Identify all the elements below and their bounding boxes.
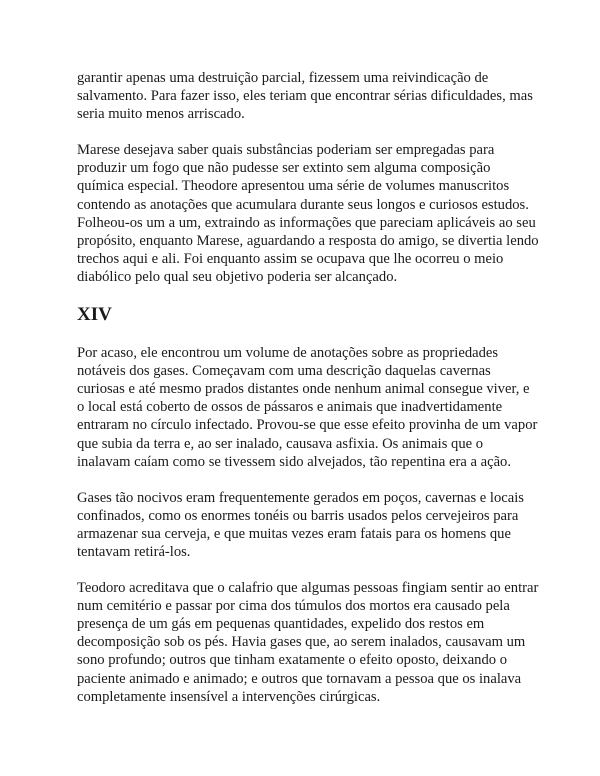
paragraph-noxious-gases: Gases tão nocivos eram frequentemente gerados em poços, cavernas e locais confinados, como os enormes tonéis ou barris usados pelos cervejeiros para armazenar sua cerveja, e que muitas vezes eram fatais para os homens que tentavam retirá-los.: [77, 489, 524, 560]
paragraph-gases-volume: Por acaso, ele encontrou um volume de anotações sobre as propriedades notáveis dos gases. Começavam com uma descrição daquelas cavernas curiosas e até mesmo prados distantes onde nenhum animal consegue viver, e o local está coberto de ossos de pássaros e animais que inadvertidamente entraram no círculo infectado. Provou-se que esse efeito provinha de um vapor que subia da terra e, ao ser inalado, causava asfixia. Os animais que o inalavam caíam como se tivessem sido alvejados, tão repentina era a ação.: [77, 345, 538, 470]
paragraph-salvage: garantir apenas uma destruição parcial, fizessem uma reivindicação de salvamento. Para fazer isso, eles teriam que encontrar sérias dificuldades, mas seria muito menos arriscado.: [77, 70, 533, 123]
paragraph-cemetery-chill: Teodoro acreditava que o calafrio que algumas pessoas fingiam sentir ao entrar num cemitério e passar por cima dos túmulos dos mortos era causado pela presença de um gás em pequenas quantidades, expelido dos restos em decomposição sob os pés. Havia gases que, ao serem inalados, causavam um sono profundo; outros que tinham exatamente o efeito oposto, deixando o paciente animado e animado; e outros que tornavam a pessoa que os inalava completamente insensível a intervenções cirúrgicas.: [77, 580, 539, 705]
paragraph-marese-fire: Marese desejava saber quais substâncias poderiam ser empregadas para produzir um fogo que não pudesse ser extinto sem alguma composição química especial. Theodore apresentou uma série de volumes manuscritos contendo as anotações que acumulara durante seus longos e curiosos estudos. Folheou-os um a um, extraindo as informações que pareciam aplicáveis ao seu propósito, enquanto Marese, aguardando a resposta do amigo, se divertia lendo trechos aqui e ali. Foi enquanto assim se ocupava que lhe ocorreu o meio diabólico pelo qual seu objetivo poderia ser alcançado.: [77, 142, 539, 285]
chapter-heading: XIV: [77, 304, 112, 326]
document-page: [77, 69, 539, 724]
